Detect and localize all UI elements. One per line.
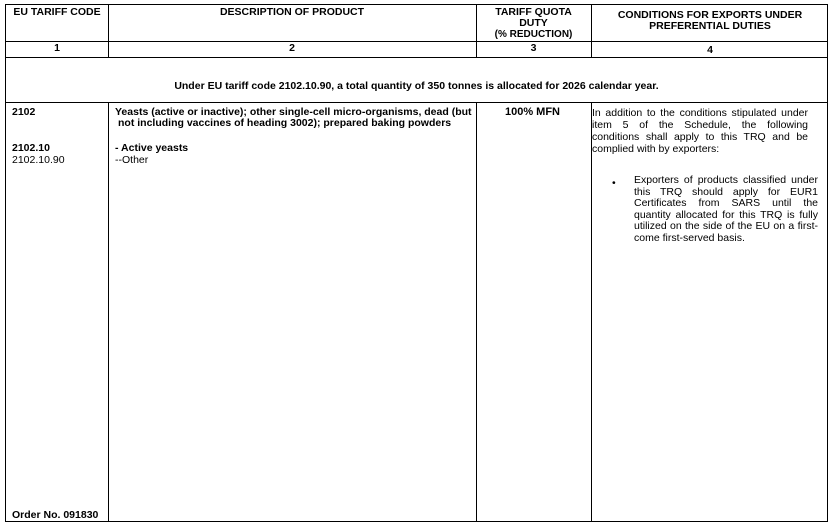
header-duty-line3: (% REDUCTION) [494, 29, 573, 40]
header-duty [476, 7, 591, 40]
header-duty-line1: TARIFF QUOTA [495, 6, 572, 18]
code-subsubheading: 2102.10.90 [12, 154, 65, 166]
header-description: DESCRIPTION OF PRODUCT [219, 6, 365, 18]
header-conditions-line2: PREFERENTIAL DUTIES [649, 20, 771, 32]
header-conditions [591, 10, 829, 32]
bullet-dot-icon: • [612, 177, 616, 189]
conditions-bullet: Exporters of products classified under this TRQ should apply for EUR1 Certificates from SARS until the quantity allocated for this TRQ is fully utilized on the side of the EU on a first-come first-served basis. [634, 174, 818, 244]
col-divider-2-body [476, 102, 477, 521]
header-tariff-code: EU TARIFF CODE [13, 6, 101, 18]
header-bottom-line [6, 41, 827, 42]
description-other: --Other [115, 154, 149, 166]
description-line-2: not including vaccines of heading 3002); prepared baking powders [118, 117, 452, 129]
column-number-3: 3 [530, 42, 537, 54]
column-number-4: 4 [707, 44, 713, 56]
col-divider-1-body [108, 102, 109, 521]
conditions-intro: In addition to the conditions stipulated under item 5 of the Schedule, the following conditions shall apply to this TRQ and be complied with by exporters: [592, 107, 808, 155]
code-subheading: 2102.10 [12, 142, 50, 154]
tariff-table [5, 4, 828, 522]
description-line-1: Yeasts (active or inactive); other single-cell micro-organisms, dead (but [115, 106, 472, 118]
column-number-1: 1 [54, 42, 60, 54]
allocation-banner: Under EU tariff code 2102.10.90, a total quantity of 350 tonnes is allocated for 2026 calendar year. [174, 80, 659, 92]
code-heading: 2102 [12, 106, 36, 118]
header-conditions-line1: CONDITIONS FOR EXPORTS UNDER [617, 9, 803, 21]
column-number-2: 2 [289, 42, 295, 54]
col-divider-3-body [591, 102, 592, 521]
duty-value: 100% MFN [504, 106, 561, 118]
number-row-bottom-line [6, 57, 827, 58]
header-duty-line2: DUTY [519, 17, 548, 29]
description-active-yeasts: - Active yeasts [115, 142, 189, 154]
banner-bottom-line [6, 102, 827, 103]
order-number: Order No. 091830 [12, 509, 99, 521]
